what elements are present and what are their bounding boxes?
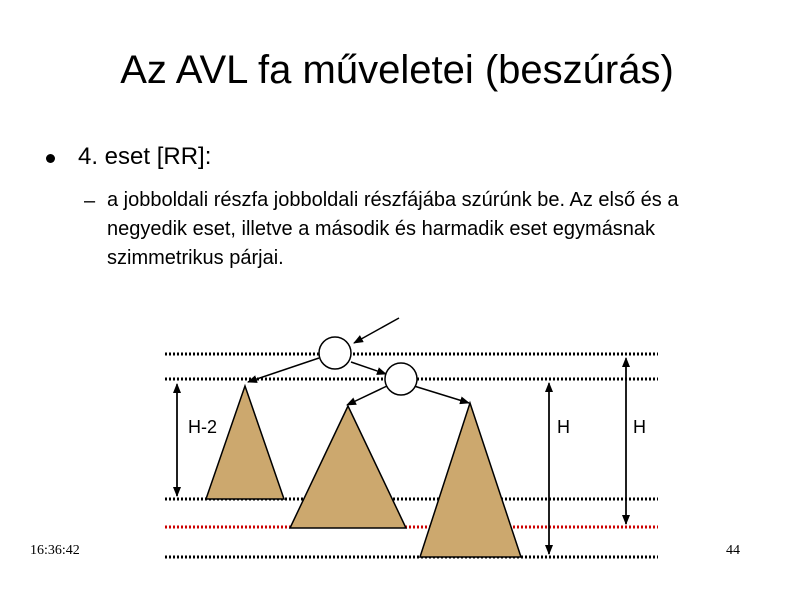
edge-child-right [414, 386, 469, 403]
right-child-node [385, 363, 417, 395]
edge-child-middle [347, 386, 387, 405]
label-height-right: H [633, 417, 646, 437]
label-height-middle: H [557, 417, 570, 437]
sub-bullet-description: a jobboldali részfa jobboldali részfájába szúrúnk be. Az első és a negyedik eset, illetve a második és harmadik eset egymásnak szimmetrikus párjai. [107, 189, 679, 269]
bullet-case-4: 4. eset [RR]: [78, 143, 212, 170]
edge-root-child [351, 362, 386, 374]
edge-root-left [248, 358, 319, 382]
footer-page-number: 44 [726, 543, 740, 558]
root-node [319, 337, 351, 369]
subtree-left [206, 386, 284, 499]
label-height-left: H-2 [188, 417, 218, 437]
slide-title: Az AVL fa műveletei (beszúrás) [120, 48, 674, 92]
subtree-middle [290, 406, 406, 528]
incoming-arrow [354, 318, 399, 343]
subtree-right-inserted [420, 403, 521, 557]
sub-bullet-marker: – [84, 190, 96, 212]
footer-timestamp: 16:36:42 [30, 543, 80, 558]
